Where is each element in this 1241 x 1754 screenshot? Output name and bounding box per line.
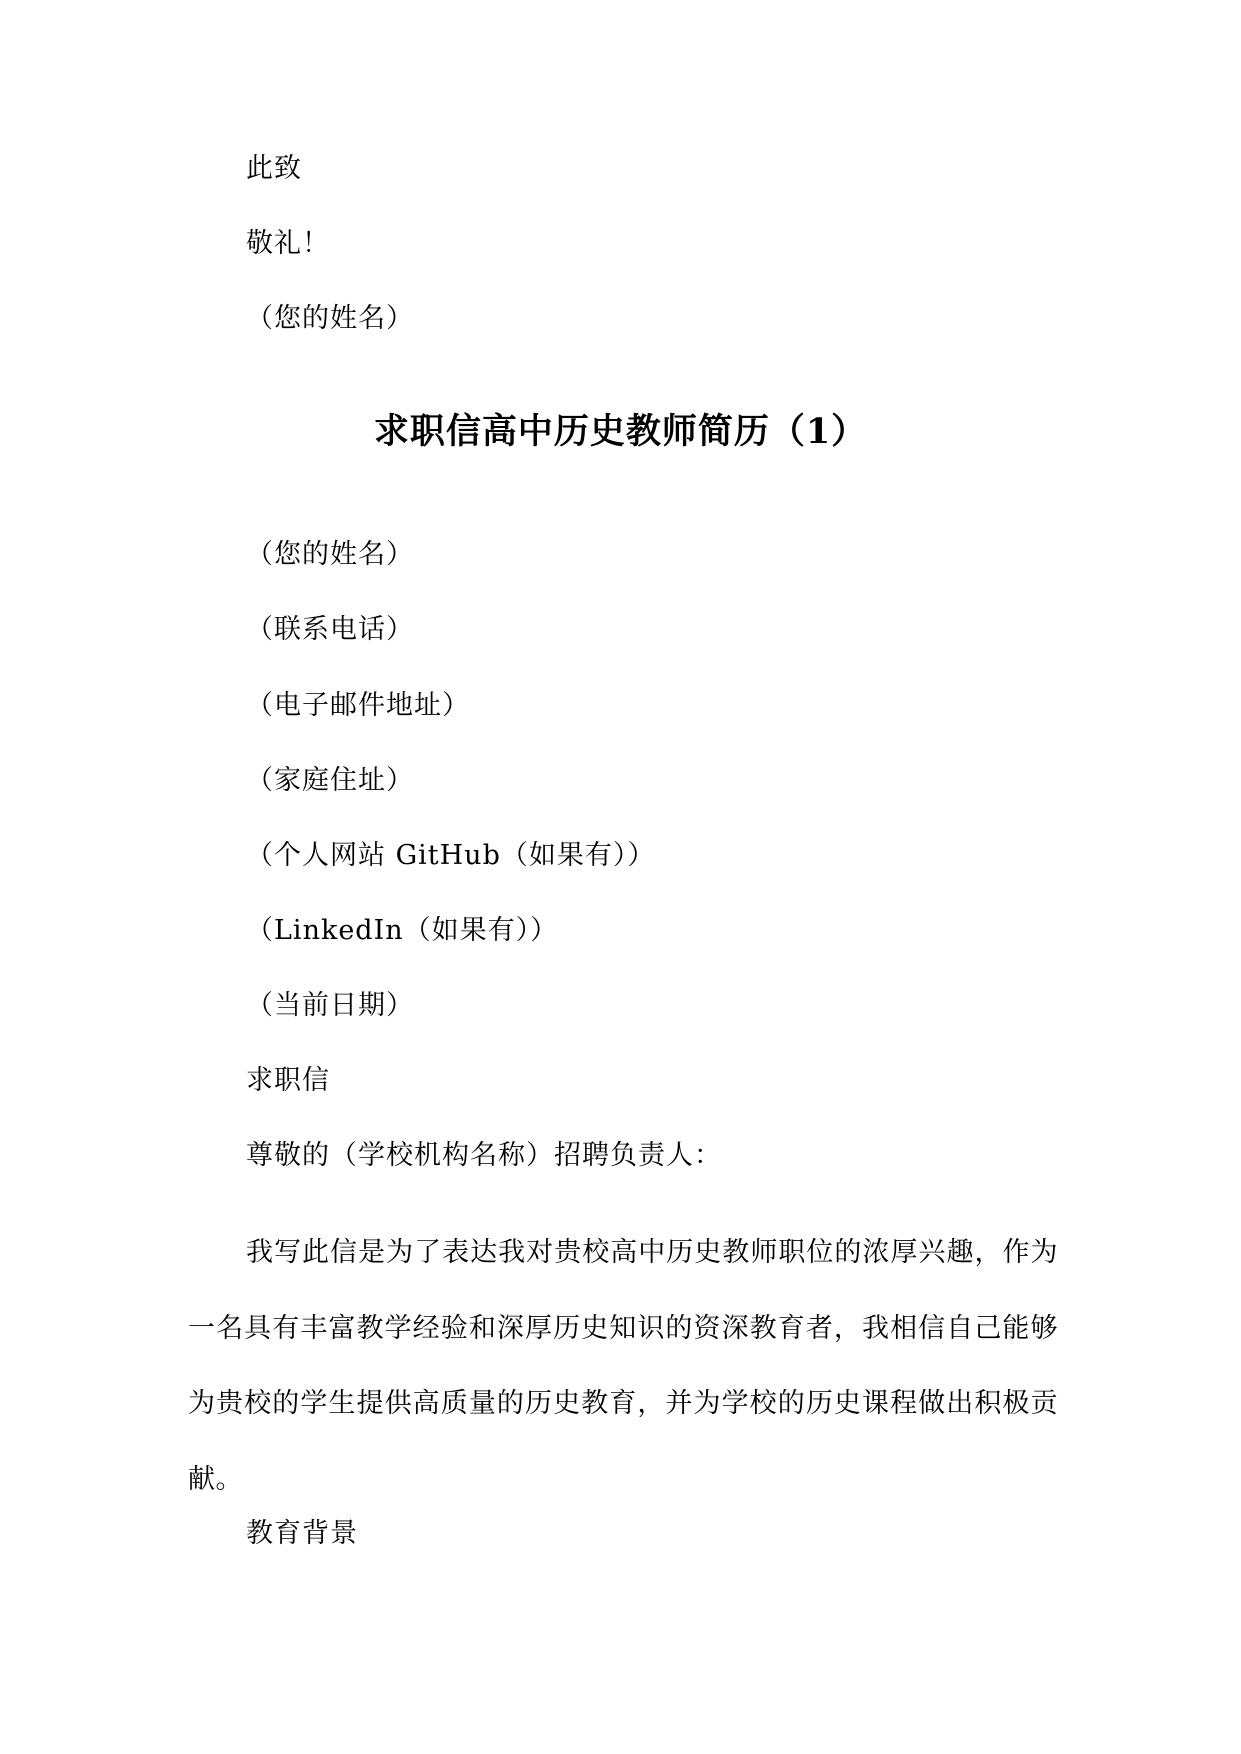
contact-phone: （联系电话）: [246, 614, 414, 645]
intro-paragraph: 我写此信是为了表达我对贵校高中历史教师职位的浓厚兴趣，作为一名具有丰富教学经验和深厚历史知识的资深教育者，我相信自己能够为贵校的学生提供高质量的历史教育，并为学校的历史课程做出积极贡献。: [188, 1237, 1058, 1495]
closing-greeting: 此致: [246, 153, 302, 184]
closing-signature: （您的姓名）: [246, 303, 414, 334]
section-heading-education: 教育背景: [246, 1518, 358, 1549]
letter-salutation: 尊敬的（学校机构名称）招聘负责人：: [246, 1140, 722, 1171]
document-title: 求职信高中历史教师简历（1）: [373, 411, 868, 452]
contact-name: （您的姓名）: [246, 539, 414, 570]
contact-date: （当前日期）: [246, 990, 414, 1021]
contact-address: （家庭住址）: [246, 765, 414, 796]
contact-website: （个人网站 GitHub（如果有））: [246, 840, 656, 871]
closing-salute: 敬礼！: [246, 228, 330, 259]
contact-linkedin: （LinkedIn（如果有））: [246, 915, 559, 946]
contact-email: （电子邮件地址）: [246, 690, 470, 721]
letter-heading: 求职信: [246, 1065, 330, 1096]
